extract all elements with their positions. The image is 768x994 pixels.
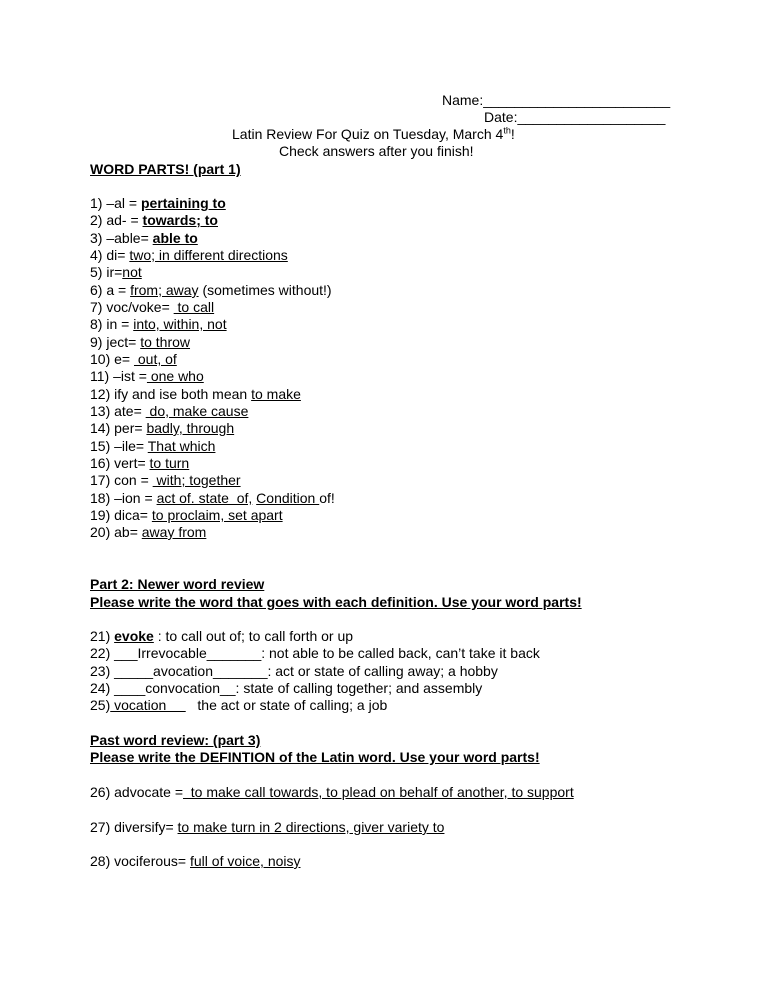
list-item: 5) ir=not xyxy=(90,264,142,280)
list-item: 2) ad- = towards; to xyxy=(90,212,218,228)
list-item: 4) di= two; in different directions xyxy=(90,247,288,263)
list-item: 19) dica= to proclaim, set apart xyxy=(90,507,283,523)
list-item: 3) –able= able to xyxy=(90,230,198,246)
list-item: 20) ab= away from xyxy=(90,524,207,540)
page-subtitle: Check answers after you finish! xyxy=(279,143,474,159)
list-item: 7) voc/voke= to call xyxy=(90,299,215,315)
list-item: 18) –ion = act of. state of, Condition of! xyxy=(90,490,335,506)
list-item: 13) ate= do, make cause xyxy=(90,403,249,419)
name-label: Name: xyxy=(442,92,484,108)
list-item: 12) ify and ise both mean to make xyxy=(90,386,301,402)
date-blank: ___________________ xyxy=(517,109,666,125)
list-item: 17) con = with; together xyxy=(90,472,241,488)
list-item: 28) vociferous= full of voice, noisy xyxy=(90,853,301,869)
list-item: 23) _____avocation_______: act or state of calling away; a hobby xyxy=(90,663,498,679)
page-title: Latin Review For Quiz on Tuesday, March 4th! xyxy=(232,125,515,142)
date-label: Date: xyxy=(484,109,518,125)
list-item: 11) –ist = one who xyxy=(90,368,204,384)
name-blank: ________________________ xyxy=(483,92,671,108)
list-item: 9) ject= to throw xyxy=(90,334,191,350)
list-item: 22) ___Irrevocable_______: not able to be called back, can’t take it back xyxy=(90,645,540,661)
list-item: 16) vert= to turn xyxy=(90,455,190,471)
list-item: 25) vocation the act or state of calling; a job xyxy=(90,697,388,713)
part2-instructions: Please write the word that goes with each definition. Use your word parts! xyxy=(90,594,582,610)
list-item: 24) ____convocation__: state of calling together; and assembly xyxy=(90,680,483,696)
part2-heading: Part 2: Newer word review xyxy=(90,576,265,592)
list-item: 15) –ile= That which xyxy=(90,438,216,454)
part3-heading: Past word review: (part 3) xyxy=(90,732,261,748)
name-line xyxy=(442,92,670,109)
list-item: 14) per= badly, through xyxy=(90,420,235,436)
part1-heading: WORD PARTS! (part 1) xyxy=(90,161,241,177)
list-item: 1) –al = pertaining to xyxy=(90,195,226,211)
list-item: 21) evoke : to call out of; to call forth or up xyxy=(90,628,354,644)
list-item: 26) advocate = to make call towards, to plead on behalf of another, to support xyxy=(90,784,574,800)
list-item: 8) in = into, within, not xyxy=(90,316,227,332)
part3-instructions: Please write the DEFINTION of the Latin word. Use your word parts! xyxy=(90,749,540,765)
list-item: 27) diversify= to make turn in 2 directions, giver variety to xyxy=(90,819,445,835)
list-item: 6) a = from; away (sometimes without!) xyxy=(90,282,332,298)
date-line xyxy=(484,109,665,126)
list-item: 10) e= out, of xyxy=(90,351,177,367)
